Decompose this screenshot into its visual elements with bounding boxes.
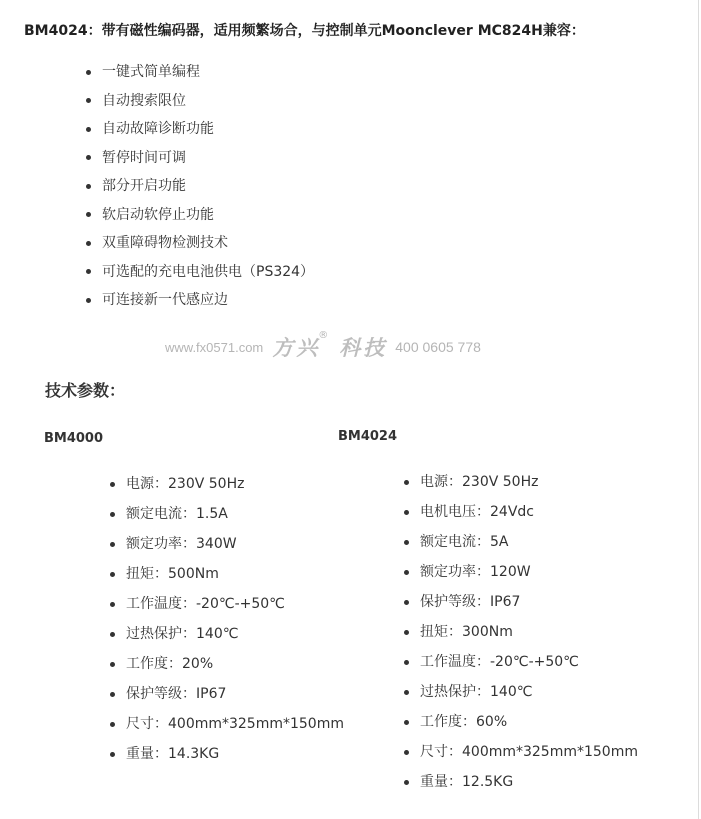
tech-params-heading: 技术参数： (45, 381, 126, 400)
spec-item: 额定电流：1.5A (110, 499, 315, 529)
spec-item: 额定功率：120W (404, 557, 684, 587)
intro-paragraph: BM4024：带有磁性编码器，适用频繁场合，与控制单元Moonclever MC824H兼容： (24, 23, 585, 39)
spec-item: 尺寸：400mm*325mm*150mm (110, 709, 315, 739)
spec-item: 过热保护：140℃ (404, 677, 684, 707)
spec-item: 电源：230V 50Hz (110, 469, 315, 499)
spec-item: 扭矩：500Nm (110, 559, 315, 589)
spec-item: 电机电压：24Vdc (404, 497, 684, 527)
feature-item: 软启动软停止功能 (84, 201, 314, 230)
page-border (698, 0, 699, 819)
feature-item: 双重障碍物检测技术 (84, 229, 314, 258)
spec-item: 保护等级：IP67 (110, 679, 315, 709)
registered-mark: ® (318, 329, 329, 341)
spec-item: 工作温度：-20℃-+50℃ (404, 647, 684, 677)
spec-item: 扭矩：300Nm (404, 617, 684, 647)
watermark (165, 330, 585, 364)
feature-item: 暂停时间可调 (84, 144, 314, 173)
spec-item: 工作度：60% (404, 707, 684, 737)
feature-item: 自动搜索限位 (84, 87, 314, 116)
spec-item: 保护等级：IP67 (404, 587, 684, 617)
model-title-bm4024: BM4024 (338, 429, 398, 444)
feature-item: 可选配的充电电池供电（PS324） (84, 258, 314, 287)
feature-item: 自动故障诊断功能 (84, 115, 314, 144)
feature-item: 可连接新一代感应边 (84, 286, 314, 315)
watermark-brand: 方兴 (272, 335, 321, 360)
watermark-brand-2: 科技 (339, 335, 388, 360)
spec-item: 额定电流：5A (404, 527, 684, 557)
spec-item: 尺寸：400mm*325mm*150mm (404, 737, 684, 767)
feature-list (84, 58, 314, 315)
spec-item: 工作温度：-20℃-+50℃ (110, 589, 315, 619)
feature-item: 一键式简单编程 (84, 58, 314, 87)
watermark-phone: 400 0605 778 (395, 339, 481, 355)
spec-item: 重量：14.3KG (110, 739, 315, 769)
spec-item: 工作度：20% (110, 649, 315, 679)
model-title-bm4000: BM4000 (44, 431, 104, 446)
spec-item: 电源：230V 50Hz (404, 467, 684, 497)
spec-item: 额定功率：340W (110, 529, 315, 559)
spec-item: 重量：12.5KG (404, 767, 684, 797)
spec-list-bm4024 (404, 467, 684, 797)
spec-list-bm4000 (110, 469, 344, 769)
spec-item: 过热保护：140℃ (110, 619, 315, 649)
watermark-url: www.fx0571.com (165, 339, 264, 355)
feature-item: 部分开启功能 (84, 172, 314, 201)
